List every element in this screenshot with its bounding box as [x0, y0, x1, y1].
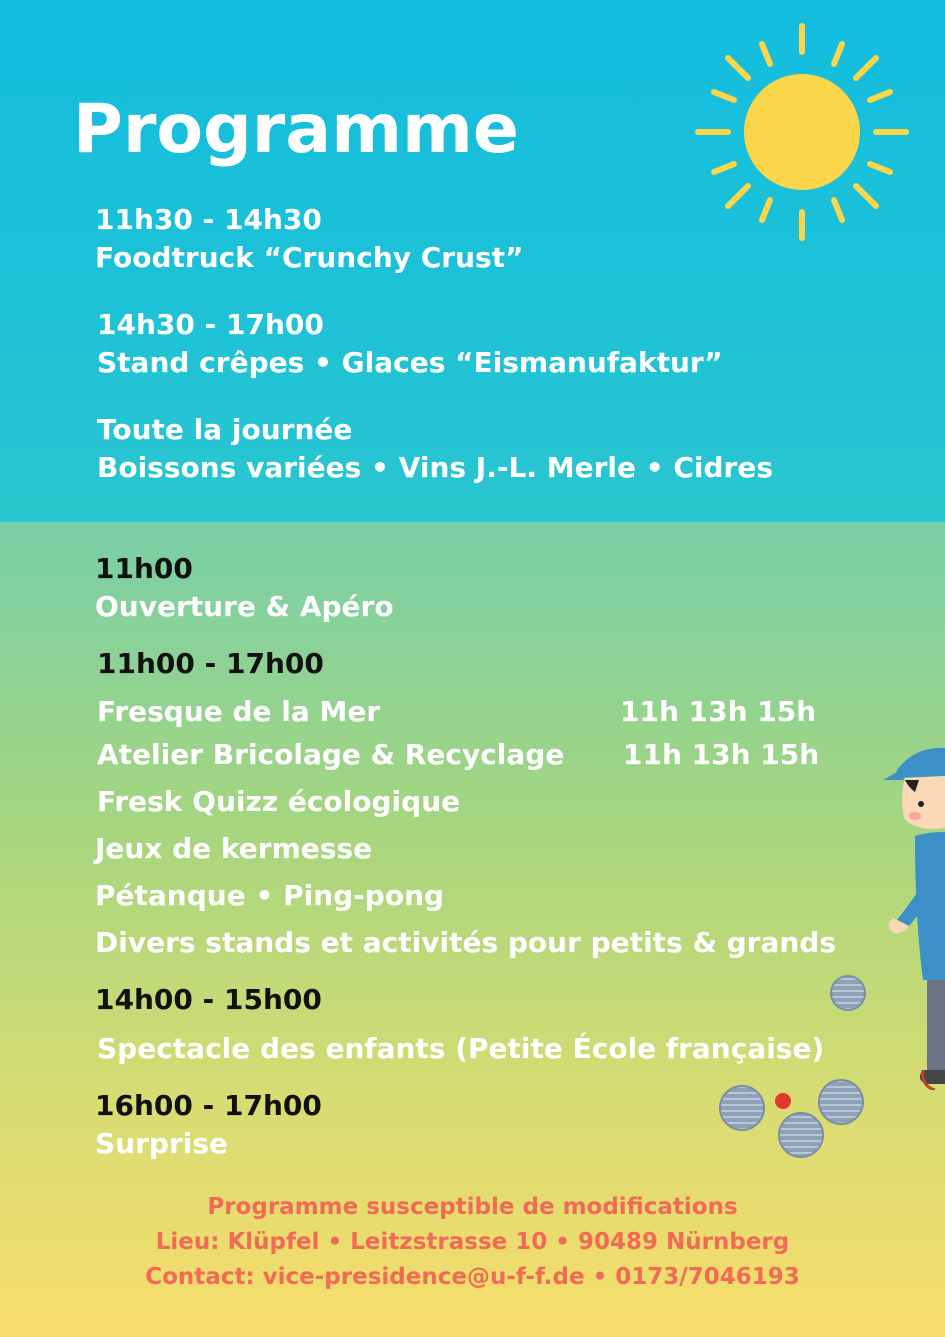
- activity-fresque-slots: 11h 13h 15h: [620, 695, 817, 728]
- page-title: Programme: [73, 90, 520, 169]
- activity-petanque: Pétanque • Ping-pong: [95, 879, 445, 912]
- footer-note: Programme susceptible de modifications: [207, 1194, 738, 1220]
- food-text-1: Foodtruck “Crunchy Crust”: [95, 241, 524, 274]
- opening-text: Ouverture & Apéro: [95, 590, 394, 623]
- activity-atelier: Atelier Bricolage & Recyclage: [97, 738, 565, 771]
- activity-fresque: Fresque de la Mer: [97, 695, 381, 728]
- activity-divers: Divers stands et activités pour petits & grands: [95, 926, 837, 959]
- opening-time: 11h00: [95, 552, 193, 585]
- show-text: Spectacle des enfants (Petite École française): [97, 1032, 825, 1065]
- food-text-2: Stand crêpes • Glaces “Eismanufaktur”: [97, 346, 723, 379]
- activities-time: 11h00 - 17h00: [97, 647, 324, 680]
- surprise-time: 16h00 - 17h00: [95, 1089, 322, 1122]
- food-text-3: Boissons variées • Vins J.-L. Merle • Cidres: [97, 451, 774, 484]
- food-time-3: Toute la journée: [97, 413, 353, 446]
- footer-venue: Lieu: Klüpfel • Leitzstrasse 10 • 90489 Nürnberg: [155, 1229, 790, 1255]
- footer-contact[interactable]: Contact: vice-presidence@u-f-f.de • 0173/7046193: [145, 1264, 800, 1290]
- sun-icon: [690, 20, 915, 245]
- activity-kermesse: Jeux de kermesse: [95, 832, 373, 865]
- food-time-2: 14h30 - 17h00: [97, 308, 324, 341]
- petanque-boules-illustration: [710, 970, 880, 1160]
- food-time-1: 11h30 - 14h30: [95, 203, 322, 236]
- show-time: 14h00 - 15h00: [95, 983, 322, 1016]
- petanque-player-illustration: [875, 740, 945, 1090]
- activity-atelier-slots: 11h 13h 15h: [623, 738, 820, 771]
- activity-quizz: Fresk Quizz écologique: [97, 785, 461, 818]
- surprise-text: Surprise: [95, 1127, 229, 1160]
